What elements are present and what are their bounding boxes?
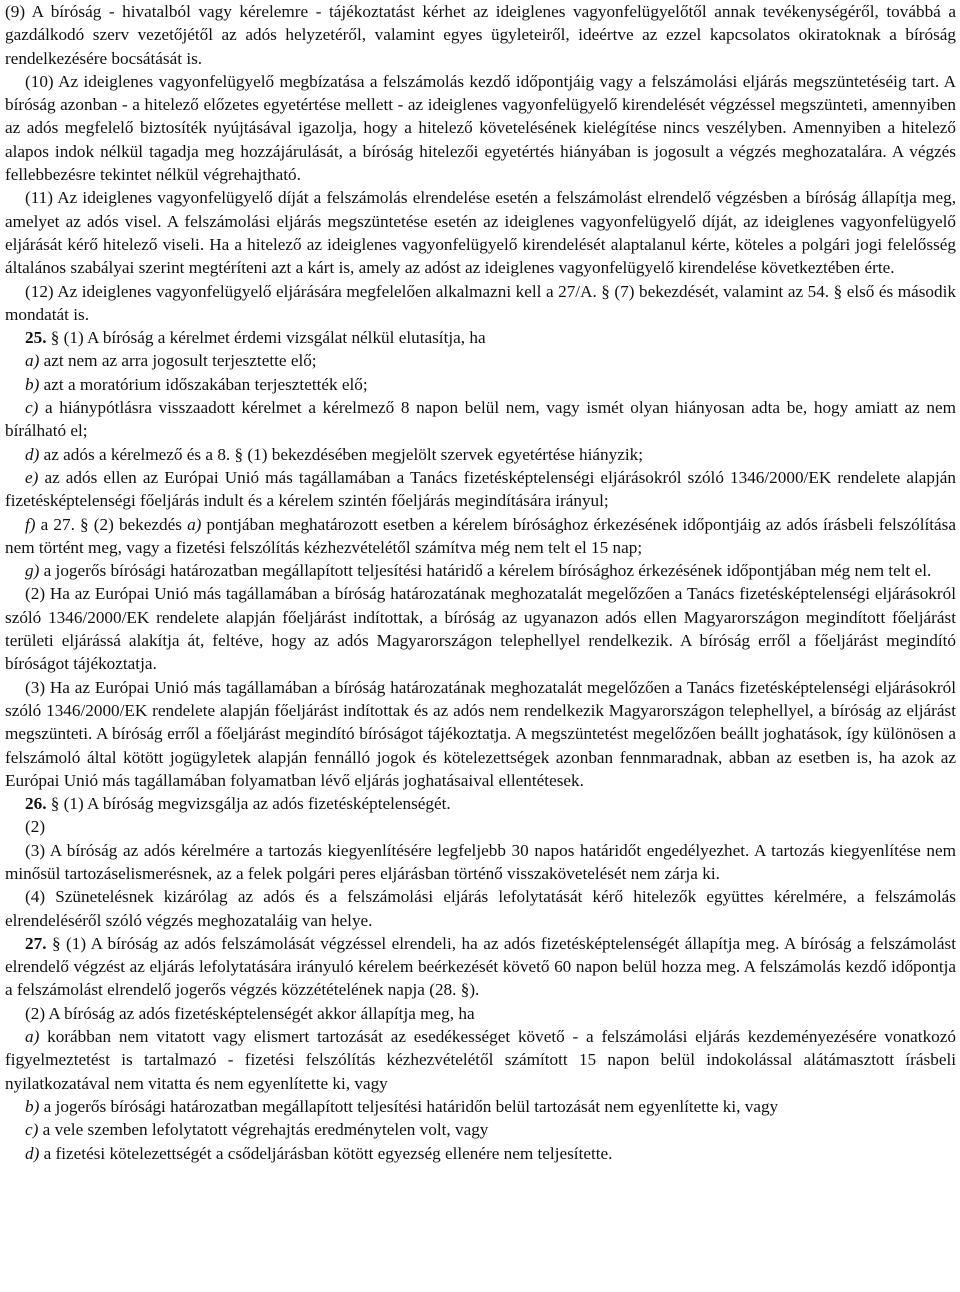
- paragraph-text: korábban nem vitatott vagy elismert tartozását az esedékességet követő - a felszámolási eljárás kezdeményezésére vonatkozó figyelmeztetést is tartalmazó - fizetési felszólítás kézhezvételétől számított 15 napon belül indokolással alátámasztott írásbeli nyilatkozatával nem vitatta és nem egyenlítette ki, vagy: [5, 1027, 956, 1093]
- paragraph-p11: [5, 186, 956, 279]
- paragraph-s25-3: [5, 676, 956, 792]
- point-label: a): [25, 1027, 40, 1047]
- paragraph-text: (11) Az ideiglenes vagyonfelügyelő díját a felszámolás elrendelése esetén a felszámolást elrendelő végzésben a bíróság állapítja meg, amelyet az adós visel. A felszámolási eljárás megszüntetése esetén az ideiglenes vagyonfelügyelő díját, az ideiglenes vagyonfelügyelő eljárását kérő hitelező viseli. Ha a hitelező az ideiglenes vagyonfelügyelő kirendelését alaptalanul kérte, köteles a polgári jogi felelősség általános szabályai szerint megtéríteni azt a kárt is, amely az adóst az ideiglenes vagyonfelügyelő kirendelése következtében érte.: [5, 188, 956, 278]
- point-label: g): [25, 561, 40, 581]
- paragraph-s25e: [5, 466, 956, 513]
- paragraph-p10: [5, 70, 956, 186]
- section-number: 26.: [25, 794, 47, 814]
- paragraph-text: a 27. § (2) bekezdés: [35, 514, 188, 534]
- paragraph-s27d: [5, 1142, 956, 1165]
- paragraph-s25g: [5, 559, 956, 582]
- paragraph-s26-2: [5, 815, 956, 838]
- paragraph-p9: [5, 0, 956, 70]
- paragraph-s27c: [5, 1118, 956, 1141]
- paragraph-text: a jogerős bírósági határozatban megállapított teljesítési határidőn belül tartozását nem egyenlítette ki, vagy: [39, 1096, 779, 1116]
- point-label: b): [25, 374, 40, 394]
- paragraph-s25-2: [5, 582, 956, 675]
- paragraph-s25b: [5, 373, 956, 396]
- paragraph-text: azt nem az arra jogosult terjesztette elő;: [39, 351, 317, 371]
- paragraph-text: a jogerős bírósági határozatban megállapított teljesítési határidő a kérelem bírósághoz érkezésének időpontjában még nem telt el.: [39, 561, 932, 581]
- paragraph-text: § (1) A bíróság az adós felszámolását végzéssel elrendeli, ha az adós fizetésképtelenségét állapítja meg. A bíróság a felszámolást elrendelő végzést az eljárás lefolytatására irányuló kérelem beérkezését követő 60 napon belül hozza meg. A felszámolás kezdő időpontja a felszámolást elrendelő jogerős végzés közzétételének napja (28. §).: [5, 933, 956, 1000]
- paragraph-s26: [5, 792, 956, 815]
- paragraph-text: (12) Az ideiglenes vagyonfelügyelő eljárására megfelelően alkalmazni kell a 27/A. § (7) bekezdését, valamint az 54. § első és második mondatát is.: [5, 281, 956, 324]
- paragraph-text: a hiánypótlásra visszaadott kérelmet a kérelmező 8 napon belül nem, vagy ismét olyan hiányosan adta be, hogy amiatt az nem bírálható el;: [5, 398, 956, 441]
- section-number: 25.: [25, 328, 47, 348]
- paragraph-text: a fizetési kötelezettségét a csődeljárásban kötött egyezség ellenére nem teljesítette.: [39, 1143, 613, 1163]
- paragraph-text: (3) A bíróság az adós kérelmére a tartozás kiegyenlítésére legfeljebb 30 napos határidőt engedélyezhet. A tartozás kiegyenlítése nem minősül tartozáselismerésnek, az a felek polgári peres eljárásban történő visszakövetelését nem zárja ki.: [5, 840, 956, 883]
- point-label: f): [25, 514, 36, 534]
- paragraph-text: az adós a kérelmező és a 8. § (1) bekezdésében megjelölt szervek egyetértése hiányzik;: [39, 444, 643, 464]
- point-label: c): [25, 398, 39, 418]
- paragraph-text: (10) Az ideiglenes vagyonfelügyelő megbízatása a felszámolás kezdő időpontjáig vagy a felszámolási eljárás megszüntetéséig tart. A bíróság azonban - a hitelező előzetes egyetértése mellett - az ideiglenes vagyonfelügyelő kirendelését végzéssel megszünteti, amennyiben az adós megfelelő biztosíték nyújtásával igazolja, hogy a hitelező követelésének kielégítése nincs veszélyben. Amennyiben a hitelező alapos indok nélkül tagadja meg hozzájárulását, a bíróság hitelezői egyetértés hiányában is jogosult a végzés meghozatalára. A végzés fellebbezésre tekintet nélkül végrehajtható.: [5, 71, 956, 185]
- point-label: e): [25, 467, 39, 487]
- paragraph-s26-3: [5, 839, 956, 886]
- point-label: a): [187, 514, 202, 534]
- point-label: c): [25, 1120, 39, 1140]
- paragraph-text: (2): [25, 817, 46, 837]
- paragraph-s25f: [5, 513, 956, 560]
- paragraph-text: az adós ellen az Európai Unió más tagállamában a Tanács fizetésképtelenségi eljárásokról szóló 1346/2000/EK rendelete alapján fizetésképtelenségi főeljárás indult és a kérelem szintén főeljárás megindítására irányul;: [5, 467, 956, 511]
- paragraph-text: (3) Ha az Európai Unió más tagállamában a bíróság határozatának meghozatalát megelőzően a Tanács fizetésképtelenségi eljárásokról szóló 1346/2000/EK rendelete alapján főeljárást indítottak és az adós nem rendelkezik Magyarországon telephellyel, a bíróság az eljárást megszünteti. A bíróság erről a főeljárást megindító bíróságot tájékoztatja. A megszüntetést megelőzően beállt joghatások, így különösen a felszámoló által kötött jogügyletek alapján fennálló jogok és kötelezettségek azonban fennmaradnak, abban az esetben is, ha azok az Európai Unió más tagállamában folyamatban lévő eljárás joghatásaival ellentétesek.: [5, 677, 956, 790]
- paragraph-s27b: [5, 1095, 956, 1118]
- paragraph-text: pontjában meghatározott esetben a kérelem bírósághoz érkezésének időpontjáig az adós írásbeli felszólítása nem történt meg, vagy a fizetési felszólítás kézhezvételétől számítva még nem telt el 15 nap;: [5, 514, 957, 557]
- point-label: a): [25, 351, 40, 371]
- point-label: d): [25, 1143, 40, 1163]
- paragraph-s27: [5, 932, 956, 1002]
- section-number: 27.: [25, 933, 47, 953]
- paragraph-p12: [5, 280, 956, 327]
- paragraph-text: (2) Ha az Európai Unió más tagállamában a bíróság határozatának meghozatalát megelőzően a Tanács fizetésképtelenségi eljárásokról szóló 1346/2000/EK rendelete alapján főeljárást indítottak, a bíróság az ugyanazon adós ellen Magyarországon megindított főeljárást területi eljárássá alakítja át, feltéve, hogy az adós Magyarországon telephellyel rendelkezik. A bíróság erről a főeljárást megindító bíróságot tájékoztatja.: [5, 584, 956, 674]
- paragraph-s25: [5, 326, 956, 349]
- paragraph-s25c: [5, 396, 956, 443]
- point-label: d): [25, 444, 40, 464]
- paragraph-text: a vele szemben lefolytatott végrehajtás eredménytelen volt, vagy: [38, 1120, 489, 1140]
- paragraph-s25a: [5, 349, 956, 372]
- paragraph-s27-2: [5, 1002, 956, 1025]
- paragraph-text: (9) A bíróság - hivatalból vagy kérelemre - tájékoztatást kérhet az ideiglenes vagyonfelügyelőtől annak tevékenységéről, továbbá a gazdálkodó szerv vezetőjétől az adós helyzetéről, valamint egyes ügyleteiről, ideértve az ezzel kapcsolatos okiratoknak a bíróság rendelkezésére bocsátását is.: [5, 2, 956, 68]
- paragraph-s27a: [5, 1025, 956, 1095]
- paragraph-s25d: [5, 443, 956, 466]
- paragraph-text: azt a moratórium időszakában terjesztették elő;: [39, 374, 368, 394]
- point-label: b): [25, 1096, 40, 1116]
- paragraph-text: (2) A bíróság az adós fizetésképtelenségét akkor állapítja meg, ha: [25, 1003, 475, 1023]
- paragraph-text: (4) Szünetelésnek kizárólag az adós és a felszámolási eljárás lefolytatását kérő hitelezők együttes kérelmére, a felszámolás elrendeléséről szóló végzés meghozataláig van helye.: [5, 887, 956, 930]
- paragraph-text: § (1) A bíróság a kérelmet érdemi vizsgálat nélkül elutasítja, ha: [46, 328, 486, 348]
- paragraph-s26-4: [5, 885, 956, 932]
- paragraph-text: § (1) A bíróság megvizsgálja az adós fizetésképtelenségét.: [46, 794, 451, 814]
